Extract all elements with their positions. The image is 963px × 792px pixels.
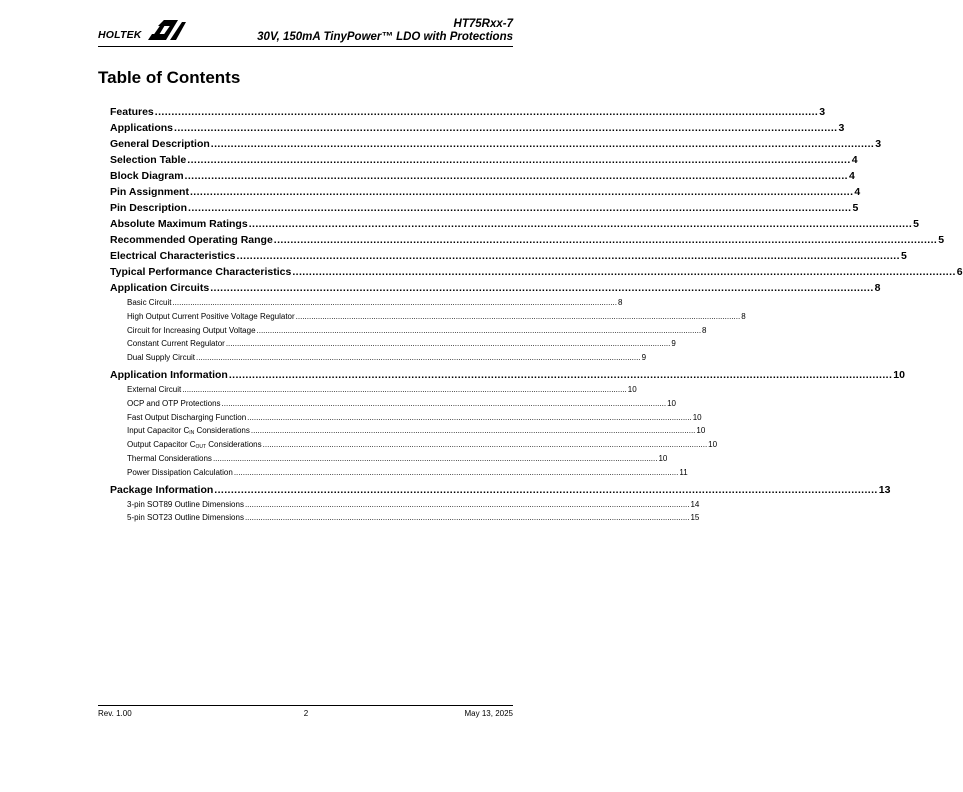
toc-leader-dots: ........................................................................................................................................................................................................ bbox=[174, 122, 838, 134]
toc-entry-page: 11 bbox=[679, 467, 688, 477]
toc-leader-dots: ........................................................................................................................................................................................................ bbox=[212, 454, 658, 463]
toc-entry[interactable] bbox=[110, 339, 676, 350]
toc-leader-dots: ........................................................................................................................................................................................................ bbox=[244, 513, 690, 523]
toc-leader-dots: ........................................................................................................................................................................................................ bbox=[221, 398, 667, 408]
toc-leader-dots: ........................................................................................................................................................................................................ bbox=[244, 499, 690, 509]
toc-entry-title: Output Capacitor COUT Considerations bbox=[127, 440, 262, 451]
toc-entry-page: 14 bbox=[690, 499, 700, 509]
toc-leader-dots: ........................................................................................................................................................................................................ bbox=[250, 426, 696, 436]
toc-leader-dots: ........................................................................................................................................................................................................ bbox=[187, 154, 851, 166]
toc-leader-dots: ........................................................................................................................................................................................................ bbox=[182, 385, 627, 394]
toc-entry-page: 8 bbox=[874, 282, 881, 294]
toc-entry[interactable] bbox=[110, 311, 746, 323]
toc-entry[interactable] bbox=[110, 106, 826, 120]
toc-entry[interactable] bbox=[110, 369, 905, 383]
toc-leader-dots: ........................................................................................................................................................................................................ bbox=[233, 467, 679, 477]
header-title-block bbox=[257, 18, 513, 44]
toc-entry-title: Pin Description bbox=[110, 202, 188, 214]
toc-entry[interactable] bbox=[110, 234, 945, 248]
toc-leader-dots: ........................................................................................................................................................................................................ bbox=[236, 250, 900, 262]
toc-entry-title: Typical Performance Characteristics bbox=[110, 266, 292, 278]
footer-divider bbox=[98, 705, 513, 706]
toc-entry-title: Selection Table bbox=[110, 154, 187, 166]
toc-entry[interactable] bbox=[110, 202, 859, 216]
toc-entry-page: 10 bbox=[627, 385, 637, 394]
toc-entry-page: 9 bbox=[641, 353, 647, 363]
toc-entry-title: Absolute Maximum Ratings bbox=[110, 218, 248, 230]
toc-entry-page: 15 bbox=[690, 513, 700, 523]
toc-entry[interactable] bbox=[110, 154, 858, 168]
part-number: HT75Rxx-7 bbox=[453, 18, 513, 30]
toc-entry[interactable] bbox=[110, 325, 707, 337]
footer-page-number: 2 bbox=[303, 709, 309, 718]
toc-entry-page: 8 bbox=[741, 311, 746, 321]
toc-leader-dots: ........................................................................................................................................................................................................ bbox=[196, 353, 641, 363]
holtek-logo-icon bbox=[148, 14, 188, 42]
toc-entry[interactable] bbox=[110, 385, 637, 396]
toc-entry[interactable] bbox=[110, 186, 861, 200]
toc-entry-page: 13 bbox=[878, 483, 891, 496]
toc-entry-title: 3-pin SOT89 Outline Dimensions bbox=[127, 499, 244, 509]
header-divider bbox=[98, 46, 513, 47]
toc-entry-page: 4 bbox=[851, 154, 858, 166]
toc-entry[interactable] bbox=[110, 218, 919, 232]
company-logo bbox=[98, 14, 188, 42]
toc-entry[interactable] bbox=[110, 426, 706, 437]
toc-leader-dots: ........................................................................................................................................................................................................ bbox=[210, 282, 874, 294]
toc-entry-subscript: OUT bbox=[195, 444, 207, 451]
toc-entry-page: 5 bbox=[938, 234, 945, 246]
toc-entry-page: 8 bbox=[617, 298, 623, 307]
toc-entry-title: OCP and OTP Protections bbox=[127, 398, 221, 408]
toc-leader-dots: ........................................................................................................................................................................................................ bbox=[189, 186, 854, 198]
toc-entry-title: Application Circuits bbox=[110, 282, 210, 294]
toc-entry[interactable] bbox=[110, 499, 700, 511]
document-subtitle: 30V, 150mA TinyPower™ LDO with Protections bbox=[257, 31, 513, 43]
toc-entry[interactable] bbox=[110, 138, 882, 152]
toc-entry-title: 5-pin SOT23 Outline Dimensions bbox=[127, 513, 244, 523]
toc-entry-title: Features bbox=[110, 106, 154, 118]
toc-entry-page: 10 bbox=[893, 369, 905, 381]
toc-entry-title: Fast Output Discharging Function bbox=[127, 412, 247, 422]
toc-entry[interactable] bbox=[110, 170, 855, 184]
toc-entry-page: 6 bbox=[956, 266, 963, 278]
toc-entry-page: 10 bbox=[667, 398, 676, 408]
toc-entry[interactable] bbox=[110, 467, 688, 479]
toc-entry-title: Thermal Considerations bbox=[127, 454, 212, 463]
toc-leader-dots: ........................................................................................................................................................................................................ bbox=[172, 298, 617, 307]
page-title: Table of Contents bbox=[98, 68, 241, 87]
toc-entry-page: 4 bbox=[848, 170, 855, 182]
footer-revision: Rev. 1.00 bbox=[98, 709, 132, 718]
toc-entry-title: High Output Current Positive Voltage Regulator bbox=[127, 311, 295, 321]
toc-entry-page: 3 bbox=[875, 138, 882, 150]
toc-entry-page: 8 bbox=[702, 325, 707, 335]
toc-entry-title: Application Information bbox=[110, 369, 228, 381]
toc-entry-page: 9 bbox=[671, 339, 676, 349]
toc-entry[interactable] bbox=[110, 454, 668, 465]
toc-leader-dots: ........................................................................................................................................................................................................ bbox=[225, 339, 671, 349]
toc-entry-title: Block Diagram bbox=[110, 170, 184, 182]
toc-entry-page: 10 bbox=[708, 440, 718, 450]
toc-entry-title: Electrical Characteristics bbox=[110, 250, 236, 262]
toc-entry-page: 3 bbox=[819, 106, 826, 118]
toc-entry-page: 10 bbox=[658, 454, 668, 463]
toc-leader-dots: ........................................................................................................................................................................................................ bbox=[228, 369, 893, 381]
toc-entry[interactable] bbox=[110, 122, 845, 136]
toc-leader-dots: ........................................................................................................................................................................................................ bbox=[184, 170, 848, 182]
toc-entry[interactable] bbox=[110, 513, 700, 524]
toc-leader-dots: ........................................................................................................................................................................................................ bbox=[292, 266, 956, 278]
toc-leader-dots: ........................................................................................................................................................................................................ bbox=[295, 311, 741, 321]
toc-leader-dots: ........................................................................................................................................................................................................ bbox=[247, 412, 692, 422]
toc-entry-page: 3 bbox=[838, 122, 845, 134]
toc-entry-title: External Circuit bbox=[127, 385, 182, 394]
toc-entry-title: General Description bbox=[110, 138, 210, 150]
footer-date: May 13, 2025 bbox=[464, 709, 513, 718]
toc-leader-dots: ........................................................................................................................................................................................................ bbox=[188, 202, 852, 214]
toc-leader-dots: ........................................................................................................................................................................................................ bbox=[248, 218, 913, 230]
toc-entry-title: Basic Circuit bbox=[127, 298, 172, 307]
toc-entry[interactable] bbox=[110, 298, 623, 309]
toc-entry-page: 10 bbox=[692, 412, 702, 422]
toc-entry-title: Recommended Operating Range bbox=[110, 234, 273, 246]
toc-entry-page: 5 bbox=[900, 250, 907, 262]
toc-entry[interactable] bbox=[110, 483, 891, 498]
toc-leader-dots: ........................................................................................................................................................................................................ bbox=[256, 325, 702, 335]
toc-entry-title: Dual Supply Circuit bbox=[127, 353, 196, 363]
toc-leader-dots: ........................................................................................................................................................................................................ bbox=[210, 138, 875, 150]
toc-entry-page: 4 bbox=[854, 186, 861, 198]
toc-entry[interactable] bbox=[110, 353, 647, 364]
toc-entry-subscript: IN bbox=[189, 430, 195, 437]
toc-entry[interactable] bbox=[110, 440, 718, 451]
toc-leader-dots: ........................................................................................................................................................................................................ bbox=[214, 483, 878, 496]
toc-entry-title: Input Capacitor CIN Considerations bbox=[127, 426, 250, 437]
toc-entry-page: 5 bbox=[913, 218, 919, 230]
toc-entry-title: Pin Assignment bbox=[110, 186, 189, 198]
toc-entry-title: Applications bbox=[110, 122, 174, 134]
toc-leader-dots: ........................................................................................................................................................................................................ bbox=[154, 106, 819, 118]
toc-entry[interactable] bbox=[110, 282, 881, 296]
logo-text: HOLTEK bbox=[98, 29, 142, 41]
toc-entry[interactable] bbox=[110, 412, 702, 424]
toc-entry-title: Circuit for Increasing Output Voltage bbox=[127, 325, 256, 335]
toc-entry[interactable] bbox=[110, 266, 963, 280]
toc-entry-title: Power Dissipation Calculation bbox=[127, 467, 233, 477]
toc-entry[interactable] bbox=[110, 398, 676, 410]
toc-leader-dots: ........................................................................................................................................................................................................ bbox=[273, 234, 938, 246]
toc-leader-dots: ........................................................................................................................................................................................................ bbox=[262, 440, 708, 450]
toc-entry[interactable] bbox=[110, 250, 907, 264]
toc-entry-title: Constant Current Regulator bbox=[127, 339, 225, 349]
toc-entry-page: 10 bbox=[696, 426, 706, 436]
toc-entry-title: Package Information bbox=[110, 483, 214, 496]
toc-entry-page: 5 bbox=[852, 202, 859, 214]
